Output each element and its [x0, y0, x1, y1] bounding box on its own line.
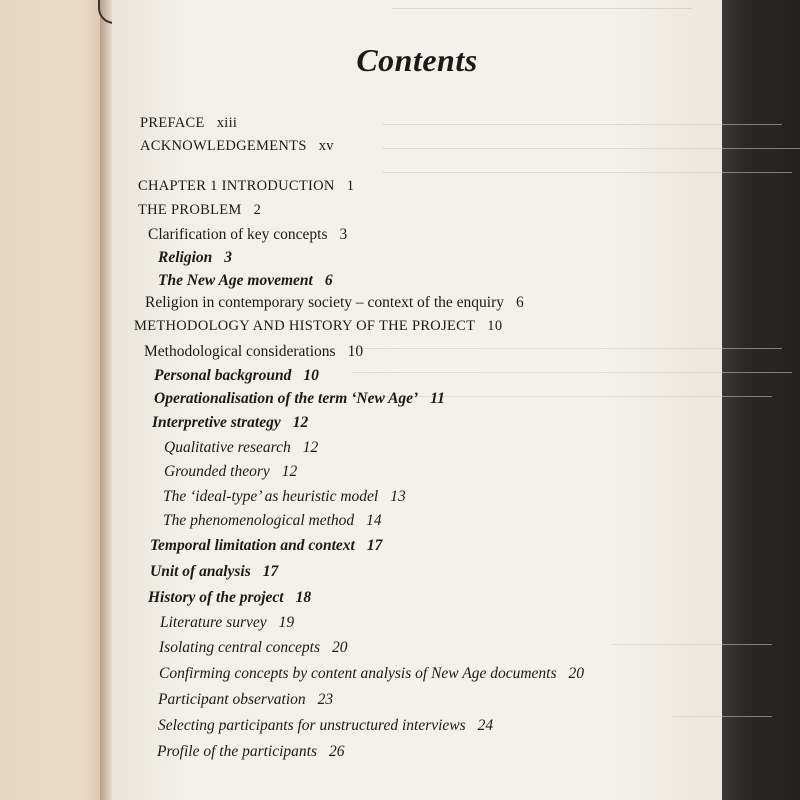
- toc-entry: Literature survey 19: [160, 614, 295, 631]
- background-surface: [722, 0, 800, 800]
- toc-entry: Clarification of key concepts 3: [148, 226, 348, 243]
- toc-entry: The New Age movement 6: [158, 272, 333, 289]
- facing-page-edge: [0, 0, 105, 800]
- toc-entry: Religion in contemporary society – context of the enquiry 6: [145, 294, 524, 311]
- toc-entry: CHAPTER 1 INTRODUCTION 1: [138, 178, 355, 194]
- toc-entry: The phenomenological method 14: [163, 512, 382, 529]
- toc-entry: History of the project 18: [148, 589, 312, 606]
- toc-entry: Grounded theory 12: [164, 463, 298, 480]
- toc-entry: Methodological considerations 10: [144, 343, 364, 360]
- toc-entry: Unit of analysis 17: [150, 563, 279, 580]
- toc-entry: METHODOLOGY AND HISTORY OF THE PROJECT 10: [134, 318, 503, 334]
- toc-entry: Qualitative research 12: [164, 439, 319, 456]
- toc-entry: Personal background 10: [154, 367, 319, 384]
- toc-entry: The ‘ideal-type’ as heuristic model 13: [163, 488, 406, 505]
- toc-entry: ACKNOWLEDGEMENTS xv: [140, 138, 334, 154]
- toc-entry: PREFACE xiii: [140, 115, 238, 131]
- toc-entry: Interpretive strategy 12: [152, 414, 309, 431]
- toc-entry: Profile of the participants 26: [157, 743, 345, 760]
- toc-entry: THE PROBLEM 2: [138, 202, 262, 218]
- toc-entry: Selecting participants for unstructured interviews 24: [158, 717, 494, 734]
- toc-entry: Religion 3: [158, 249, 233, 266]
- toc-entry: Temporal limitation and context 17: [150, 537, 383, 554]
- contents-page: [112, 0, 722, 800]
- toc-entry: Isolating central concepts 20: [159, 639, 348, 656]
- page-title: Contents: [356, 42, 478, 78]
- toc-entry: Operationalisation of the term ‘New Age’ 11: [154, 390, 445, 407]
- toc-entry: Participant observation 23: [158, 691, 334, 708]
- toc-entry: Confirming concepts by content analysis of New Age documents 20: [159, 665, 584, 682]
